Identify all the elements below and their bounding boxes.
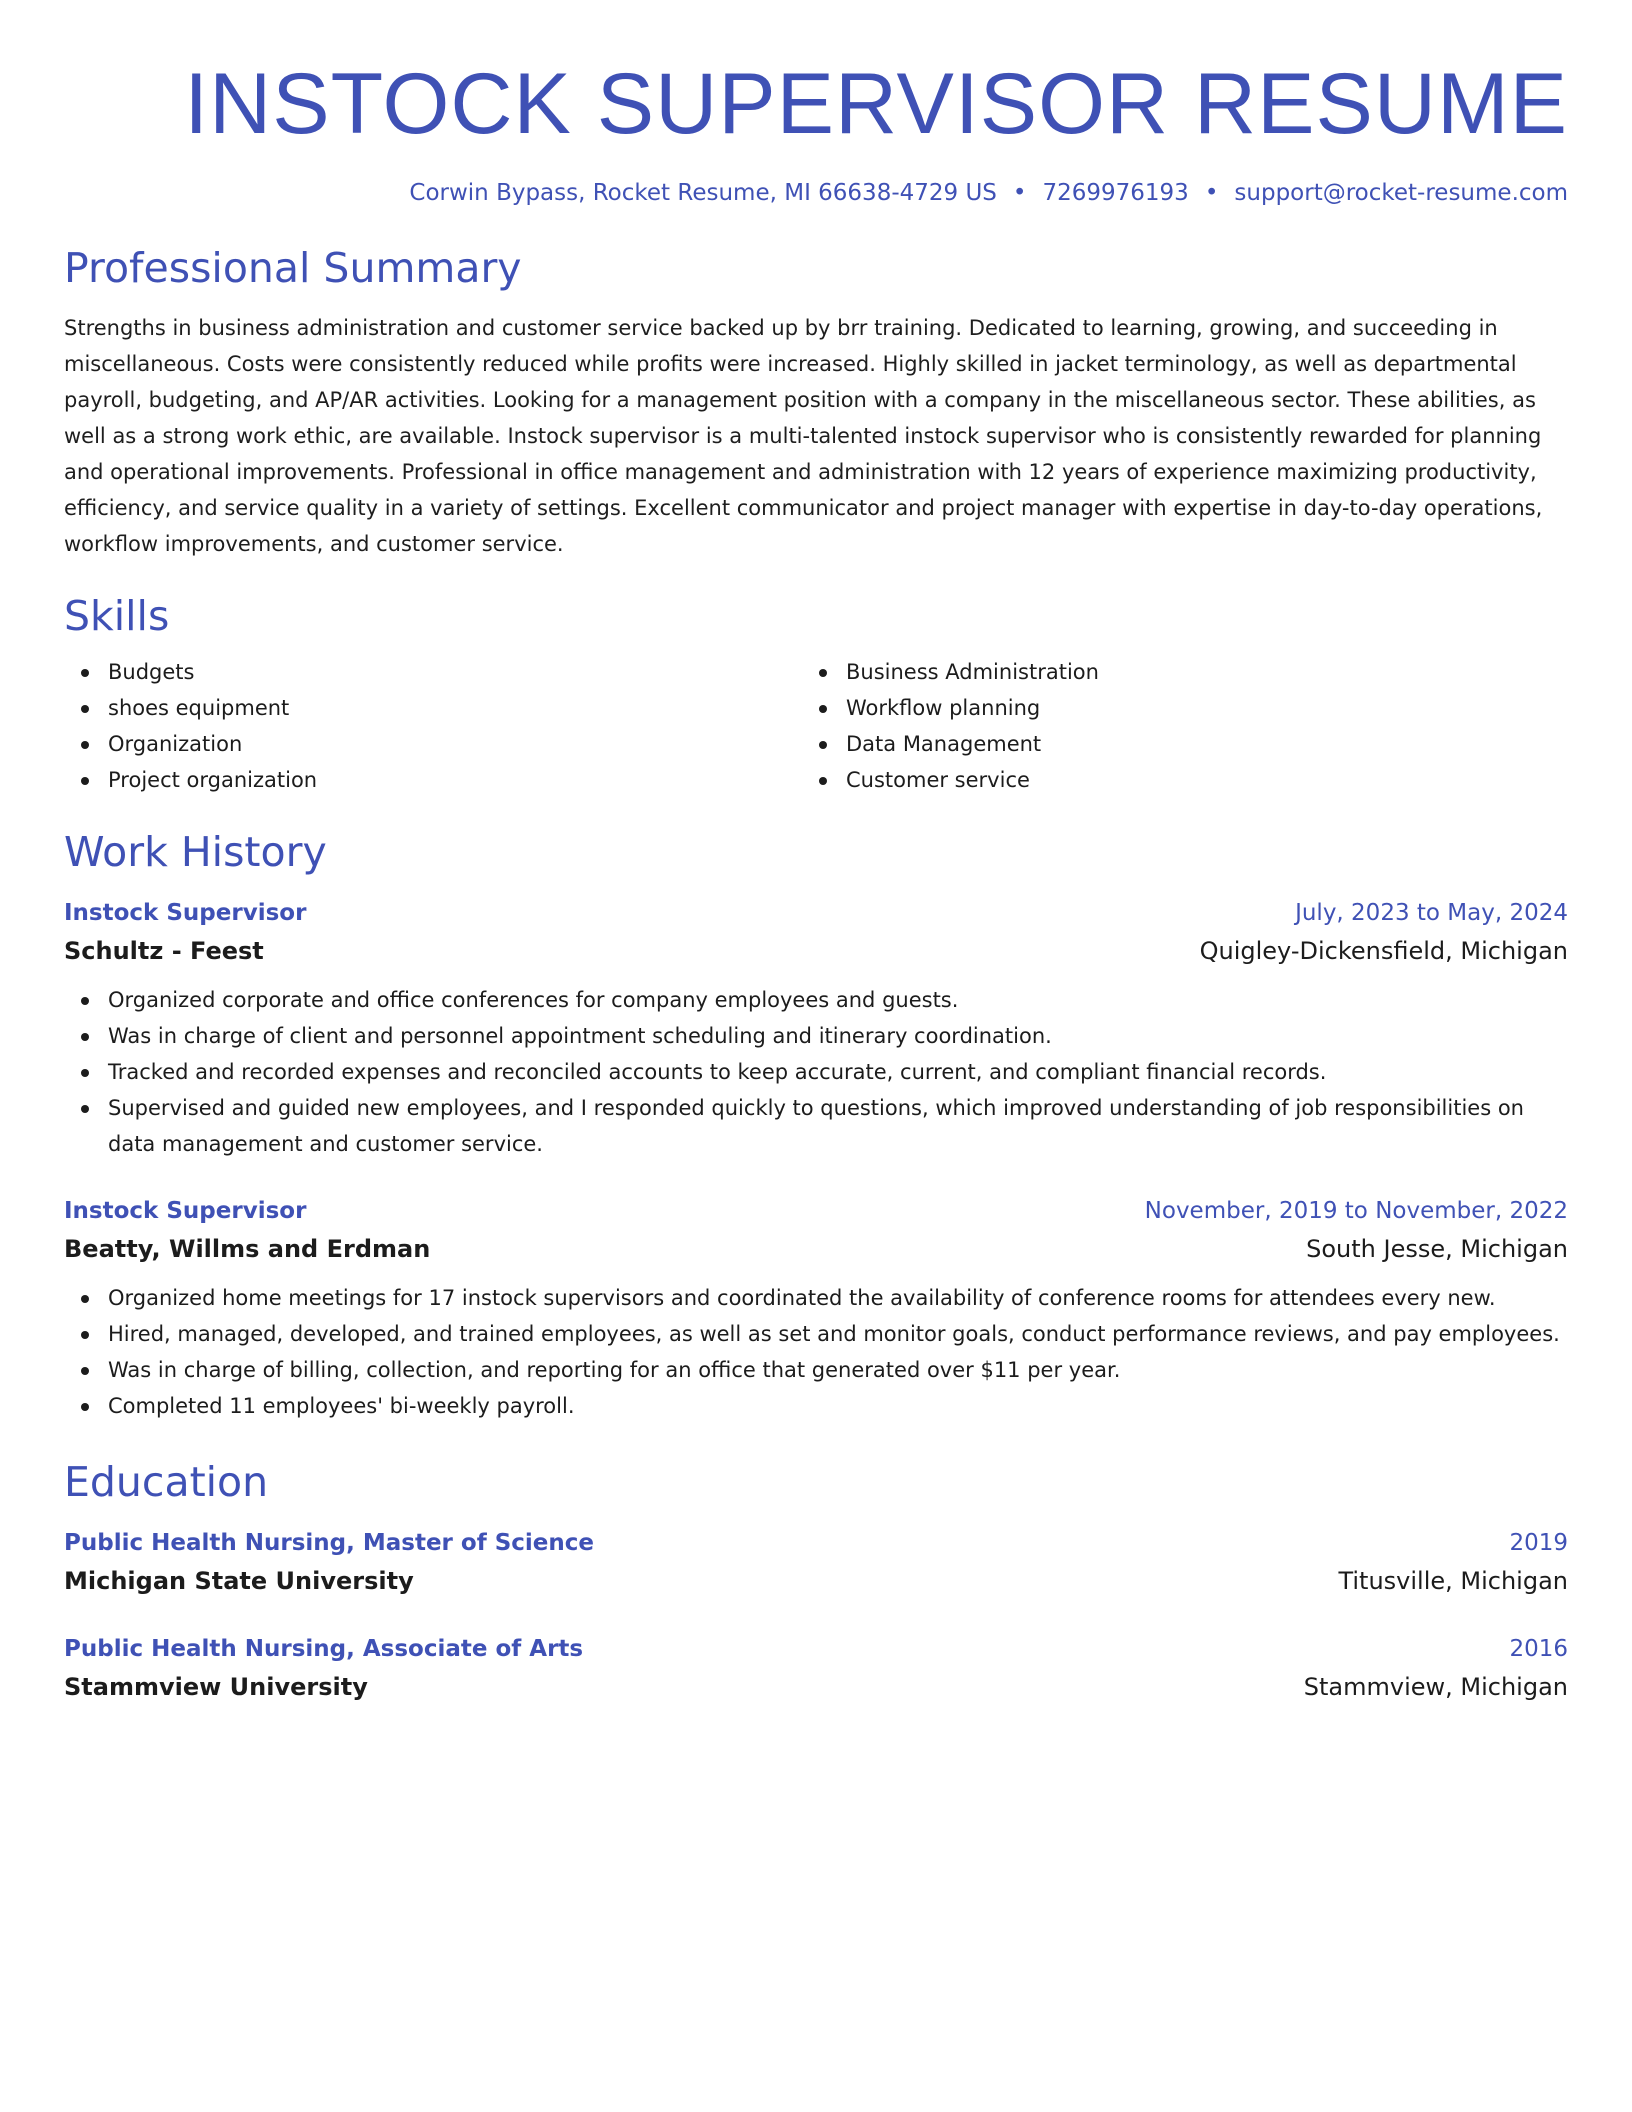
skill-item: Workflow planning [802,690,1540,726]
job-entry [64,1192,1568,1424]
education-degree: Public Health Nursing, Associate of Arts [64,1636,584,1662]
job-bullet: Completed 11 employees' bi-weekly payroll. [64,1388,1568,1424]
section-title-summary: Professional Summary [64,244,522,292]
resume-title: INSTOCK SUPERVISOR RESUME [184,56,1568,152]
section-title-education: Education [64,1458,269,1506]
job-bullet: Was in charge of billing, collection, and reporting for an office that generated over $11 per year. [64,1352,1568,1388]
job-role: Instock Supervisor [64,1198,307,1224]
skill-item: Budgets [64,654,802,690]
skill-item: Data Management [802,726,1540,762]
job-entry [64,894,1568,1162]
education-year: 2016 [1509,1636,1568,1662]
skills-column-left [64,654,802,798]
job-dates: November, 2019 to November, 2022 [1144,1198,1568,1224]
job-bullet: Organized home meetings for 17 instock supervisors and coordinated the availability of conference rooms for attendees every new. [64,1280,1568,1316]
skill-item: Project organization [64,762,802,798]
contact-phone: 7269976193 [1042,180,1189,206]
contact-separator: • [1012,180,1027,206]
skill-item: Business Administration [802,654,1540,690]
summary-text: Strengths in business administration and customer service backed up by brr training. Dedicated to learning, growing, and succeeding in miscellaneous. Costs were consistently reduced while profits were increased. Highly skilled in jacket terminology, as well as departmental payroll, budgeting, and AP/AR activities. Looking for a management position with a company in the miscellaneous sector. These abilities, as well as a strong work ethic, are available. Instock supervisor is a multi-talented instock supervisor who is consistently rewarded for planning and operational improvements. Professional in office management and administration with 12 years of experience maximizing productivity, efficiency, and service quality in a variety of settings. Excellent communicator and project manager with expertise in day-to-day operations, workflow improvements, and customer service. [64,316,1543,556]
education-school-row [64,1668,1568,1706]
job-location: South Jesse, Michigan [1306,1235,1568,1263]
contact-address: Corwin Bypass, Rocket Resume, MI 66638-4729 US [409,180,997,206]
job-company: Schultz - Feest [64,937,264,965]
job-company: Beatty, Willms and Erdman [64,1235,431,1263]
education-degree: Public Health Nursing, Master of Science [64,1530,594,1556]
education-school-row [64,1562,1568,1600]
job-role: Instock Supervisor [64,900,307,926]
section-title-skills: Skills [64,592,170,640]
job-company-row [64,932,1568,970]
skills-column-right [802,654,1540,798]
job-bullet: Hired, managed, developed, and trained employees, as well as set and monitor goals, conduct performance reviews, and pay employees. [64,1316,1568,1352]
education-entry [64,1630,1568,1706]
skill-item: Customer service [802,762,1540,798]
education-header-row [64,1630,1568,1668]
contact-email[interactable]: support@rocket-resume.com [1234,180,1568,206]
skill-item: Organization [64,726,802,762]
education-year: 2019 [1509,1530,1568,1556]
job-bullets [64,982,1568,1162]
skill-item: shoes equipment [64,690,802,726]
skills-list [64,654,1568,798]
job-location: Quigley-Dickensfield, Michigan [1199,937,1568,965]
contact-line [64,176,1568,210]
education-header-row [64,1524,1568,1562]
job-bullet: Supervised and guided new employees, and I responded quickly to questions, which improved understanding of job responsibilities on data management and customer service. [64,1090,1568,1162]
resume-header [64,0,1568,210]
education-location: Stammview, Michigan [1303,1673,1568,1701]
section-title-work-history: Work History [64,828,327,876]
contact-separator: • [1204,180,1219,206]
job-bullets [64,1280,1568,1424]
education-entry [64,1524,1568,1600]
education-location: Titusville, Michigan [1338,1567,1568,1595]
job-dates: July, 2023 to May, 2024 [1295,900,1568,926]
education-school: Stammview University [64,1673,368,1701]
education-school: Michigan State University [64,1567,414,1595]
job-bullet: Was in charge of client and personnel appointment scheduling and itinerary coordination. [64,1018,1568,1054]
job-header-row [64,894,1568,932]
job-bullet: Tracked and recorded expenses and reconciled accounts to keep accurate, current, and compliant financial records. [64,1054,1568,1090]
job-header-row [64,1192,1568,1230]
job-company-row [64,1230,1568,1268]
job-bullet: Organized corporate and office conferences for company employees and guests. [64,982,1568,1018]
